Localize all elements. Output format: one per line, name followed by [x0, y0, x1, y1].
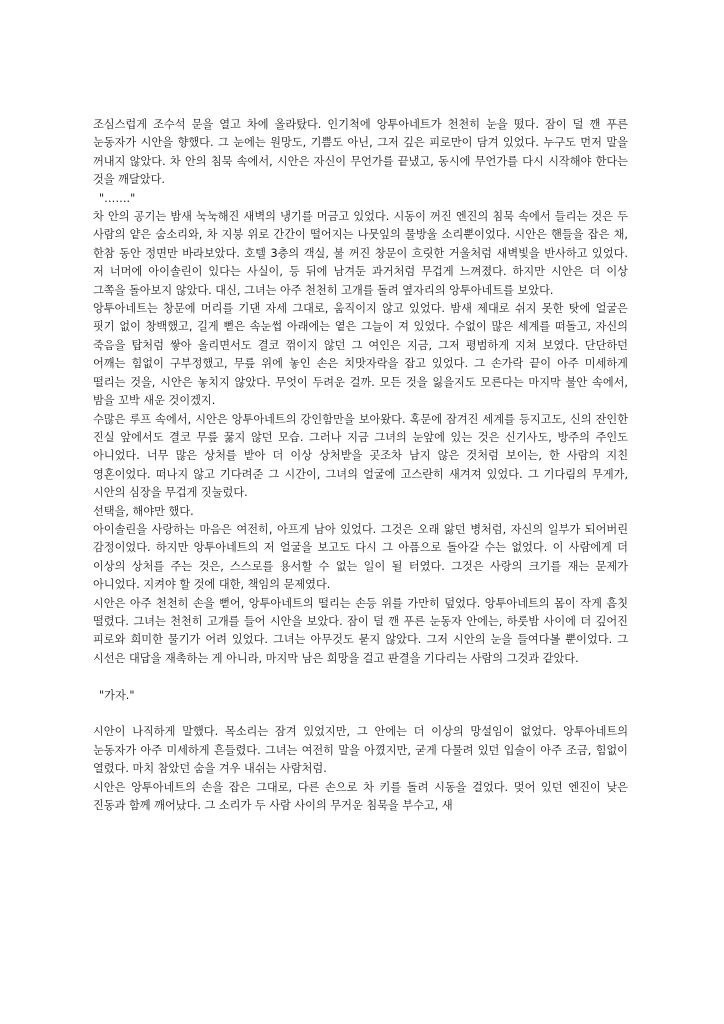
paragraph-isoline-love: 아이솔린을 사랑하는 마음은 여전히, 아프게 남아 있었다. 그것은 오래 앓던 병처럼, 자신의 일부가 되어버린 감정이었다. 하지만 앙투아네트의 저 얼굴을 보고도 다시 그 아픔으로 돌아갈 수는 없었다. 이 사람에게 더 이상의 상처를 주는 것은, 스스로를 용서할 수 없는 일이 될 터였다. 그것은 사랑의 크기를 재는 문제가 아니었다. 지켜야 할 것에 대한, 책임의 문제였다.	[93, 522, 628, 592]
paragraph-car-air: 차 안의 공기는 밤새 눅눅해진 새벽의 냉기를 머금고 있었다. 시동이 꺼진 엔진의 침묵 속에서 들리는 것은 두 사람의 얕은 숨소리와, 차 지붕 위로 간간이 떨어지는 나뭇잎의 물방울 소리뿐이었다. 시안은 핸들을 잡은 채, 한참 동안 정면만 바라보았다. 호텔 3층의 객실, 불 꺼진 창문이 흐릿한 거울처럼 새벽빛을 반사하고 있었다. 저 너머에 아이솔린이 있다는 사실이, 등 뒤에 남겨둔 과거처럼 무겁게 느껴졌다. 하지만 시안은 더 이상 그쪽을 돌아보지 않았다. 대신, 그녀는 아주 천천히 고개를 돌려 옆자리의 앙투아네트를 보았다.	[93, 210, 628, 297]
paragraph-lets-go-quote: "가자."	[99, 688, 135, 702]
paragraph-engine-start: 시안은 앙투아네트의 손을 잡은 그대로, 다른 손으로 차 키를 돌려 시동을 걸었다. 멎어 있던 엔진이 낮은 진동과 함께 깨어났다. 그 소리가 두 사람 사이의 무거운 침묵을 부수고, 새	[93, 780, 628, 812]
paragraph-opening: 조심스럽게 조수석 문을 열고 차에 올라탔다. 인기척에 앙투아네트가 천천히 눈을 떴다. 잠이 덜 깬 푸른 눈동자가 시안을 향했다. 그 눈에는 원망도, 기쁨도 아닌, 그저 깊은 피로만이 담겨 있었다. 누구도 먼저 말을 꺼내지 않았다. 차 안의 침묵 속에서, 시안은 자신이 무언가를 끝냈고, 동시에 무언가를 다시 시작해야 한다는 것을 깨달았다.	[93, 118, 628, 187]
blank-line	[93, 705, 628, 723]
blank-line	[93, 668, 628, 686]
paragraph-antoinette-window: 앙투아네트는 창문에 머리를 기댄 자세 그대로, 움직이지 않고 있었다. 밤새 제대로 쉬지 못한 탓에 얼굴은 핏기 없이 창백했고, 길게 뻗은 속눈썹 아래에는 옅은 그늘이 져 있었다. 수없이 많은 세계를 떠돌고, 자신의 죽음을 탑처럼 쌓아 올리면서도 결코 꺾이지 않던 그 여인은 지금, 그저 평범하게 지쳐 보였다. 단단하던 어깨는 힘없이 구부정했고, 무릎 위에 놓인 손은 치맛자락을 잡고 있었다. 그 손가락 끝이 아주 미세하게 떨리는 것을, 시안은 놓치지 않았다. 무엇이 두려운 걸까. 모든 것을 잃을지도 모른다는 마지막 불안 속에서, 밤을 꼬박 새운 것이겠지.	[93, 302, 628, 408]
paragraph-choice: 선택을, 해야만 했다.	[93, 504, 194, 518]
paragraph-loops: 수많은 루프 속에서, 시안은 앙투아네트의 강인함만을 보아왔다. 혹문에 잠겨진 세계를 등지고도, 신의 잔인한 진실 앞에서도 결코 무릎 꿇지 않던 모습. 그러나 지금 그녀의 눈앞에 있는 것은 신기사도, 방주의 주인도 아니었다. 너무 많은 상처를 받아 더 이상 상처받을 곳조차 남지 않은 것처럼 보이는, 한 사람의 지친 영혼이었다. 떠나지 않고 기다려준 그 시간이, 그녀의 얼굴에 고스란히 새겨져 있었다. 그 기다림의 무게가, 시안의 심장을 무겁게 짓눌렀다.	[93, 412, 628, 500]
paragraph-spoke-quietly: 시안이 나직하게 말했다. 목소리는 잠겨 있었지만, 그 안에는 더 이상의 망설임이 없었다. 앙투아네트의 눈동자가 아주 미세하게 흔들렸다. 그녀는 여전히 말을 아꼈지만, 굳게 다물려 있던 입술이 아주 조금, 힘없이 열렸다. 마치 참았던 숨을 겨우 내쉬는 사람처럼.	[93, 725, 628, 776]
document-body	[93, 116, 628, 815]
paragraph-hand: 시안은 아주 천천히 손을 뻗어, 앙투아네트의 떨리는 손등 위를 가만히 덮었다. 앙투아네트의 몸이 작게 흠칫 떨렸다. 그녀는 천천히 고개를 들어 시안을 보았다. 잠이 덜 깬 푸른 눈동자 안에는, 하룻밤 사이에 더 깊어진 피로와 희미한 물기가 어려 있었다. 그녀는 아무것도 묻지 않았다. 그저 시안의 눈을 들여다볼 뿐이었다. 그 시선은 대답을 재촉하는 게 아니라, 마지막 남은 희망을 걸고 판결을 기다리는 사람의 그것과 같았다.	[93, 596, 628, 665]
paragraph-ellipsis-quote: "……."	[99, 191, 136, 205]
